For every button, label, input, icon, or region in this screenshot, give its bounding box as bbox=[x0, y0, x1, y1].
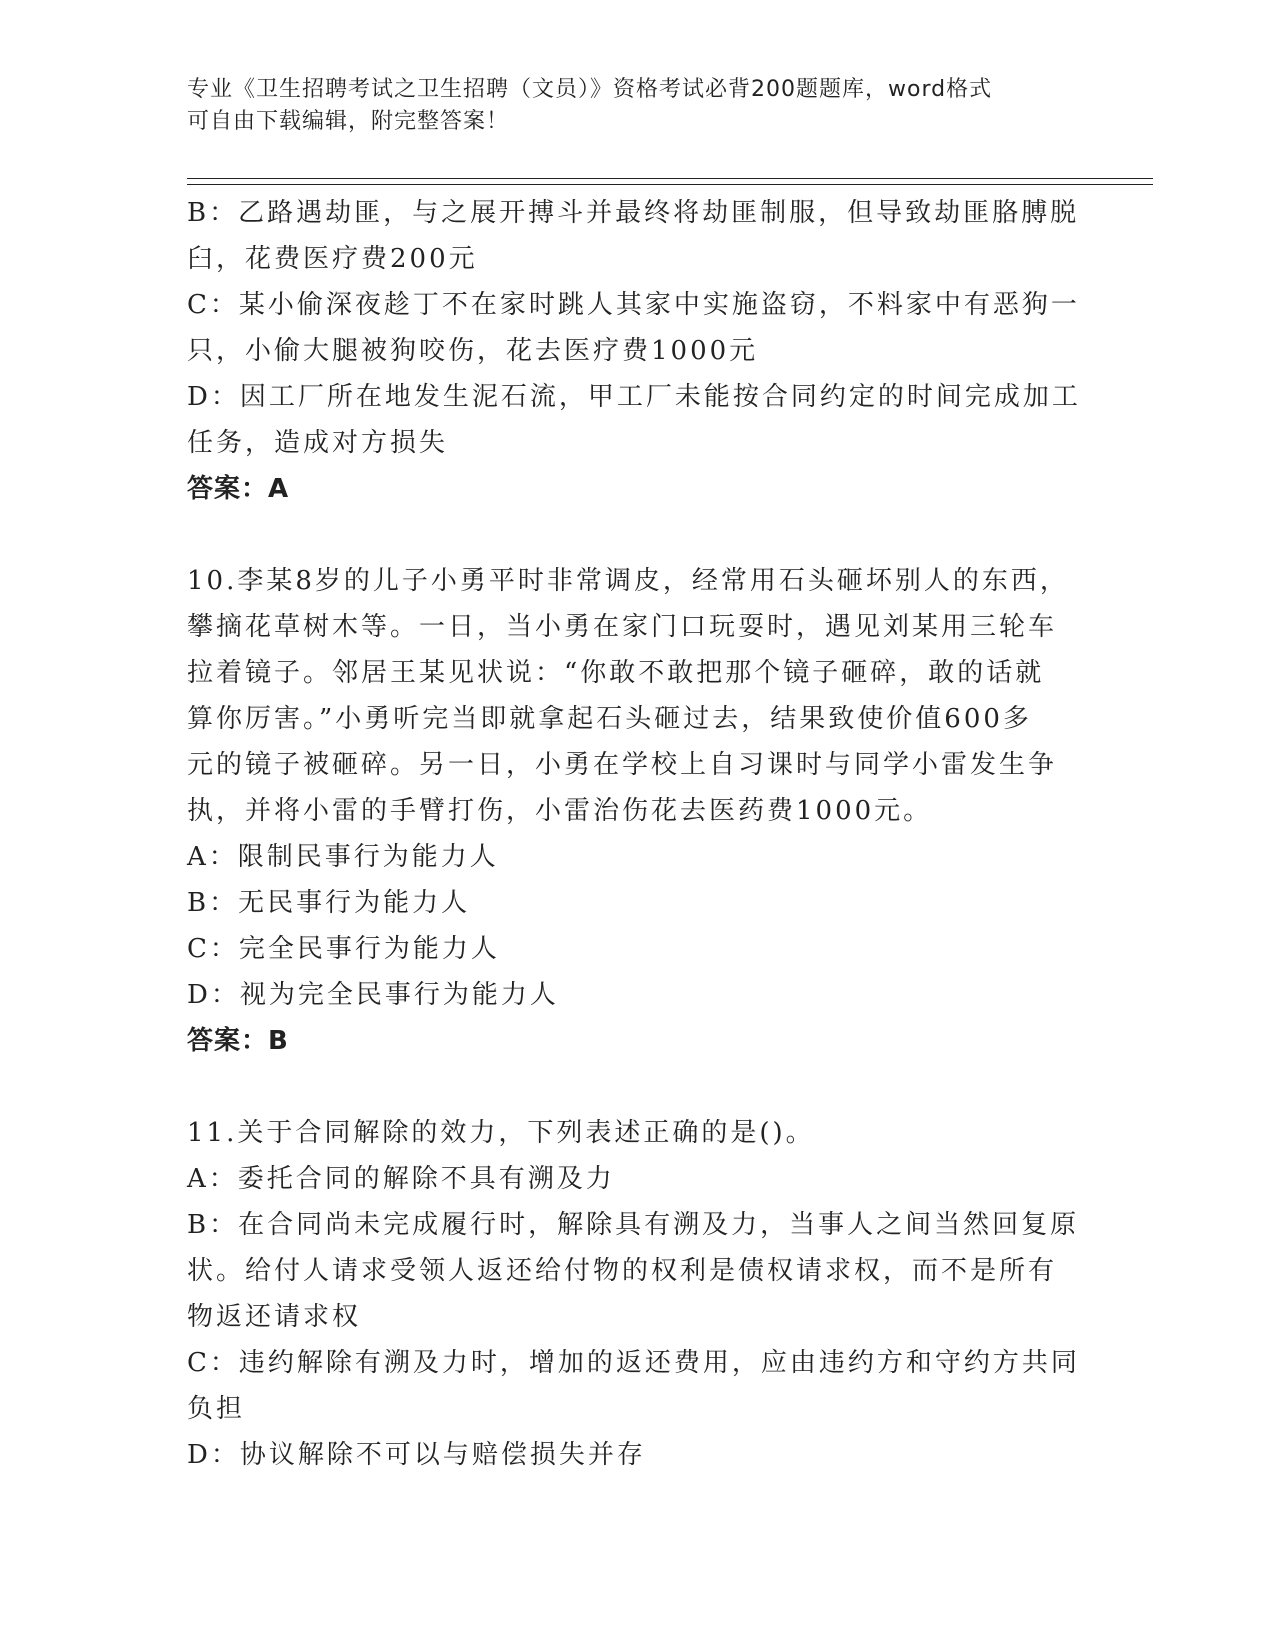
question-9-options bbox=[187, 190, 1087, 512]
question-stem-line: 拉着镜子。邻居王某见状说：“你敢不敢把那个镜子砸碎，敢的话就 bbox=[187, 658, 1045, 688]
answer-label: 答案：B bbox=[187, 1026, 289, 1056]
option-c-line: C：某小偷深夜趁丁不在家时跳人其家中实施盗窃，不料家中有恶狗一 bbox=[187, 290, 1080, 320]
question-stem-line: 10.李某8岁的儿子小勇平时非常调皮，经常用石头砸坏别人的东西， bbox=[187, 566, 1069, 596]
header-title-line-1: 专业《卫生招聘考试之卫生招聘（文员）》资格考试必背200题题库，word格式 bbox=[187, 77, 993, 102]
option-d: D：视为完全民事行为能力人 bbox=[187, 980, 559, 1010]
option-b-line: 状。给付人请求受领人返还给付物的权利是债权请求权，而不是所有 bbox=[187, 1256, 1058, 1286]
question-stem-line: 11.关于合同解除的效力，下列表述正确的是()。 bbox=[187, 1118, 815, 1148]
question-10 bbox=[187, 558, 1087, 1064]
option-b: B：无民事行为能力人 bbox=[187, 888, 471, 918]
document-header bbox=[187, 74, 1087, 138]
option-c-line: 负担 bbox=[187, 1394, 246, 1424]
option-c-line: C：违约解除有溯及力时，增加的返还费用，应由违约方和守约方共同 bbox=[187, 1348, 1080, 1378]
option-d-line: 任务，造成对方损失 bbox=[187, 428, 449, 458]
document-body bbox=[187, 190, 1087, 1478]
header-title-line-2: 可自由下载编辑，附完整答案！ bbox=[187, 109, 510, 134]
option-c-line: 只，小偷大腿被狗咬伤，花去医疗费1000元 bbox=[187, 336, 759, 366]
option-b-line: B：在合同尚未完成履行时，解除具有溯及力，当事人之间当然回复原 bbox=[187, 1210, 1080, 1240]
option-c: C：完全民事行为能力人 bbox=[187, 934, 500, 964]
header-divider bbox=[187, 178, 1153, 185]
option-d: D：协议解除不可以与赔偿损失并存 bbox=[187, 1440, 646, 1470]
option-a: A：限制民事行为能力人 bbox=[187, 842, 499, 872]
question-stem-line: 算你厉害。”小勇听完当即就拿起石头砸过去，结果致使价值600多 bbox=[187, 704, 1032, 734]
question-stem-line: 攀摘花草树木等。一日，当小勇在家门口玩耍时，遇见刘某用三轮车 bbox=[187, 612, 1058, 642]
option-b-line: B：乙路遇劫匪，与之展开搏斗并最终将劫匪制服，但导致劫匪胳膊脱 bbox=[187, 198, 1080, 228]
option-b-line: 物返还请求权 bbox=[187, 1302, 362, 1332]
option-b-line: 臼，花费医疗费200元 bbox=[187, 244, 478, 274]
question-11 bbox=[187, 1110, 1087, 1478]
question-stem-line: 执，并将小雷的手臂打伤，小雷治伤花去医药费1000元。 bbox=[187, 796, 933, 826]
question-stem-line: 元的镜子被砸碎。另一日，小勇在学校上自习课时与同学小雷发生争 bbox=[187, 750, 1058, 780]
answer-label: 答案：A bbox=[187, 474, 290, 504]
option-a: A：委托合同的解除不具有溯及力 bbox=[187, 1164, 615, 1194]
option-d-line: D：因工厂所在地发生泥石流，甲工厂未能按合同约定的时间完成加工 bbox=[187, 382, 1081, 412]
